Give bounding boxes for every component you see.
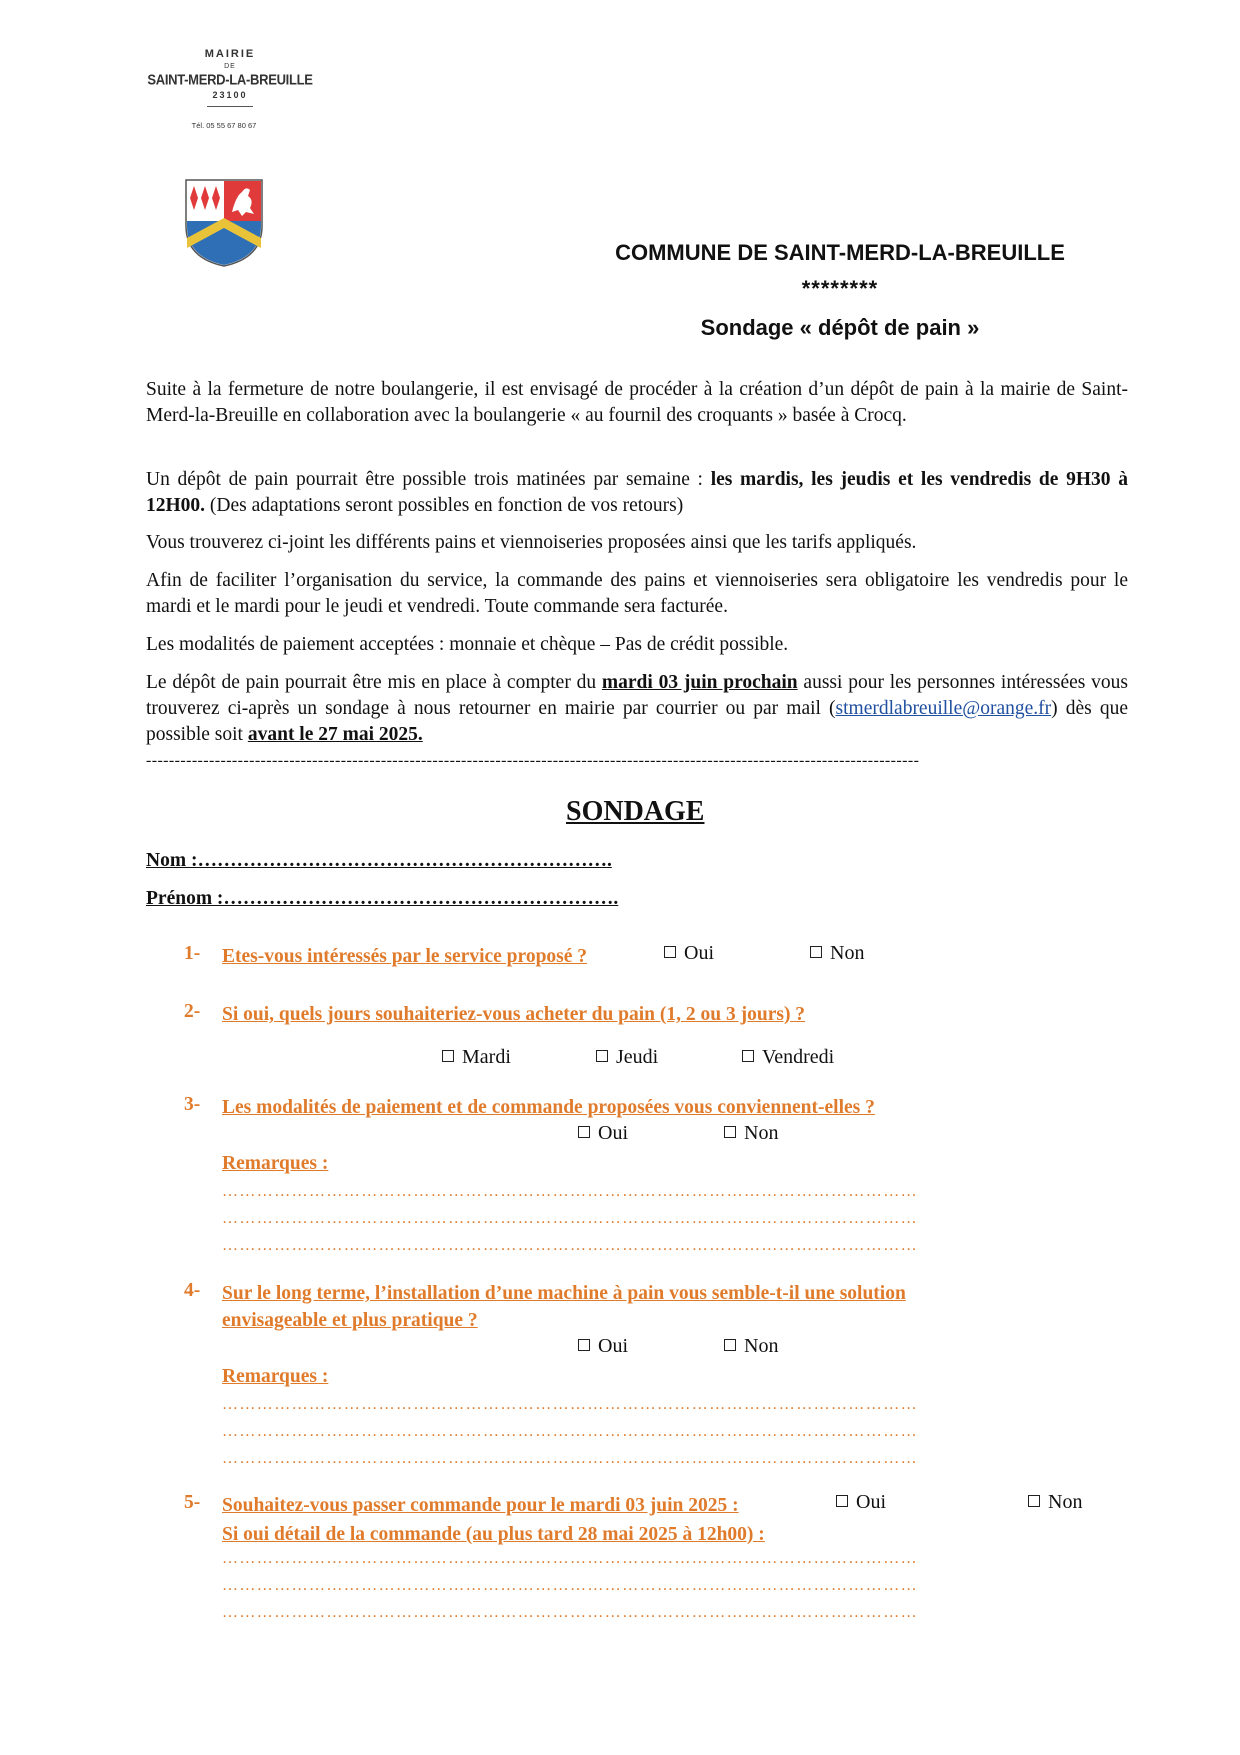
start-text-d: ) dès que possible soit	[146, 698, 1128, 745]
checkbox-icon[interactable]	[664, 946, 676, 958]
commune-heading: COMMUNE DE SAINT-MERD-LA-BREUILLE	[615, 240, 1065, 265]
survey-subject: Sondage « dépôt de pain »	[700, 315, 980, 340]
q1-no-option[interactable]	[810, 942, 864, 965]
q5-answer-line[interactable]: …………………………………………………………………………………………………………	[222, 1604, 918, 1621]
stamp-phone: Tél. 05 55 67 80 67	[191, 121, 257, 130]
stamp-line-de: DE	[224, 63, 236, 70]
q4-text-line1: Sur le long terme, l’installation d’une machine à pain vous semble-t-il une solution	[222, 1283, 906, 1304]
stamp-line-postcode: 23100	[212, 90, 248, 100]
q3-remarks-label: Remarques :	[222, 1153, 329, 1174]
q3-answer-line[interactable]: …………………………………………………………………………………………………………	[222, 1210, 918, 1227]
q2-number: 2-	[184, 1001, 201, 1022]
intro-paragraph: Suite à la fermeture de notre boulangerie, il est envisagé de procéder à la création d’un dépôt de pain à la mairie de Saint-Merd-la-Breuille en collaboration avec la boulangerie « au fournil des croquants » basée à Crocq.	[146, 379, 1128, 426]
checkbox-icon[interactable]	[578, 1339, 590, 1351]
start-date: mardi 03 juin prochain	[601, 672, 798, 693]
q3-answer-line[interactable]: …………………………………………………………………………………………………………	[222, 1183, 918, 1200]
q4-no-option[interactable]	[724, 1335, 778, 1358]
q4-answer-line[interactable]: …………………………………………………………………………………………………………	[222, 1423, 918, 1440]
q2-thursday-label: Jeudi	[616, 1046, 659, 1068]
q5-no-option[interactable]	[1028, 1491, 1082, 1514]
q4-text-line2: envisageable et plus pratique ?	[222, 1310, 478, 1331]
checkbox-icon[interactable]	[724, 1339, 736, 1351]
q2-tuesday-label: Mardi	[462, 1046, 511, 1068]
q1-no-label: Non	[830, 942, 865, 964]
q4-remarks-label: Remarques :	[222, 1366, 329, 1387]
q3-no-label: Non	[744, 1122, 779, 1144]
checkbox-icon[interactable]	[810, 946, 822, 958]
q4-no-label: Non	[744, 1335, 779, 1357]
q5-answer-line[interactable]: …………………………………………………………………………………………………………	[222, 1577, 918, 1594]
start-text-a: Le dépôt de pain pourrait être mis en place à compter du	[146, 672, 602, 693]
checkbox-icon[interactable]	[596, 1050, 608, 1062]
stamp-line-mairie: MAIRIE	[204, 48, 256, 60]
checkbox-icon[interactable]	[742, 1050, 754, 1062]
stars-separator: ********	[801, 276, 879, 301]
q1-text: Etes-vous intéressés par le service proposé ?	[222, 946, 588, 967]
checkbox-icon[interactable]	[836, 1495, 848, 1507]
q3-answer-line[interactable]: …………………………………………………………………………………………………………	[222, 1237, 918, 1254]
schedule-paragraph	[146, 467, 1128, 519]
checkbox-icon[interactable]	[1028, 1495, 1040, 1507]
q2-tuesday-option[interactable]	[442, 1046, 511, 1069]
stamp-rule	[207, 106, 253, 107]
name-field[interactable]: Nom :……………………………………………………….	[146, 850, 612, 871]
products-paragraph: Vous trouverez ci-joint les différents pains et viennoiseries proposées ainsi que les tarifs appliqués.	[146, 532, 917, 553]
q4-answer-line[interactable]: …………………………………………………………………………………………………………	[222, 1450, 918, 1467]
q2-text: Si oui, quels jours souhaiteriez-vous acheter du pain (1, 2 ou 3 jours) ?	[222, 1004, 806, 1025]
q2-thursday-option[interactable]	[596, 1046, 658, 1069]
mairie-stamp	[140, 48, 320, 130]
firstname-field[interactable]: Prénom :…………………………………………………….	[146, 888, 619, 909]
q1-number: 1-	[184, 943, 201, 964]
q5-number: 5-	[184, 1492, 201, 1513]
q5-answer-line[interactable]: …………………………………………………………………………………………………………	[222, 1550, 918, 1567]
q4-answer-line[interactable]: …………………………………………………………………………………………………………	[222, 1396, 918, 1413]
q4-yes-option[interactable]	[578, 1335, 628, 1358]
q3-text: Les modalités de paiement et de commande proposées vous conviennent-elles ?	[222, 1097, 875, 1118]
q5-no-label: Non	[1048, 1491, 1083, 1513]
schedule-days: les mardis, les jeudis et les vendredis de 9H30 à 12H00.	[146, 469, 1128, 516]
deadline-date: avant le 27 mai 2025.	[247, 724, 423, 745]
q5-text: Souhaitez-vous passer commande pour le mardi 03 juin 2025 :	[222, 1495, 739, 1516]
coat-of-arms-icon	[184, 178, 264, 268]
q2-friday-label: Vendredi	[762, 1046, 835, 1068]
q3-yes-label: Oui	[598, 1122, 628, 1144]
payment-paragraph: Les modalités de paiement acceptées : monnaie et chèque – Pas de crédit possible.	[146, 634, 789, 655]
q3-yes-option[interactable]	[578, 1122, 628, 1145]
email-link[interactable]: stmerdlabreuille@orange.fr	[835, 698, 1052, 719]
q2-friday-option[interactable]	[742, 1046, 834, 1069]
q5-yes-option[interactable]	[836, 1491, 886, 1514]
q1-yes-label: Oui	[684, 942, 714, 964]
schedule-note: (Des adaptations seront possibles en fonction de vos retours)	[205, 495, 684, 516]
survey-title: SONDAGE	[566, 796, 705, 827]
checkbox-icon[interactable]	[442, 1050, 454, 1062]
q5-detail-label: Si oui détail de la commande (au plus tard 28 mai 2025 à 12h00) :	[222, 1524, 765, 1545]
q3-no-option[interactable]	[724, 1122, 778, 1145]
q4-yes-label: Oui	[598, 1335, 628, 1357]
stamp-line-commune: SAINT-MERD-LA-BREUILLE	[147, 70, 313, 89]
ordering-paragraph: Afin de faciliter l’organisation du service, la commande des pains et viennoiseries sera obligatoire les vendredis pour le mardi et le mardi pour le jeudi et vendredi. Toute commande sera facturée.	[146, 570, 1128, 617]
q5-yes-label: Oui	[856, 1491, 886, 1513]
schedule-text: Un dépôt de pain pourrait être possible trois matinées par semaine :	[146, 469, 711, 490]
q4-number: 4-	[184, 1280, 201, 1301]
cut-line: ---------------------------------------------------------------------------------------------------------------------------------------	[146, 752, 920, 769]
start-text-c: aussi pour les personnes intéressées vous trouverez ci-après un sondage à nous retourner en mairie par courrier ou par mail (	[146, 672, 1128, 719]
checkbox-icon[interactable]	[578, 1126, 590, 1138]
q3-number: 3-	[184, 1094, 201, 1115]
checkbox-icon[interactable]	[724, 1126, 736, 1138]
q1-yes-option[interactable]	[664, 942, 714, 965]
start-date-paragraph	[146, 670, 1128, 748]
